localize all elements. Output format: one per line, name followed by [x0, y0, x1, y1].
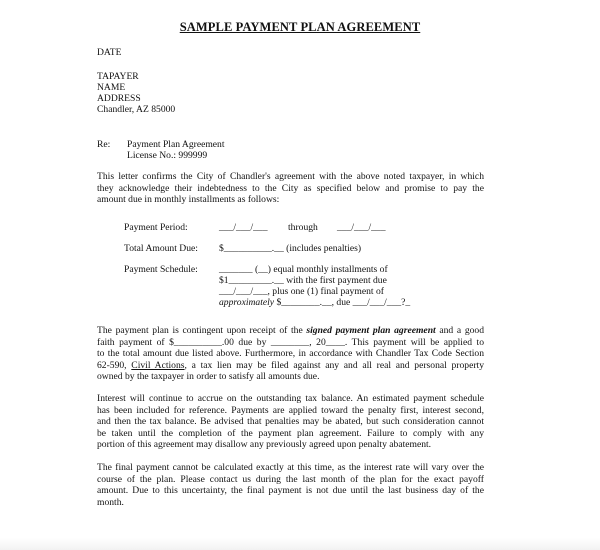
final-line: amount. Due to this uncertainty, the final payment is not due until the last business day of the: [97, 485, 484, 496]
interest-line: has been included for reference. Payments are applied toward the penalty first, interest second,: [97, 404, 484, 416]
final-payment-text: $________.__, due ___/___/___?_: [274, 297, 411, 308]
intro-paragraph: [97, 171, 484, 206]
final-payment-paragraph: [97, 462, 484, 508]
contingency-line: faith payment of $__________.00 due by ________, 20____. This payment will be applied to: [97, 336, 484, 348]
address-line-1: TAPAYER: [97, 71, 139, 82]
interest-paragraph: [97, 393, 484, 451]
date-label: DATE: [97, 47, 122, 58]
page-bottom-edge: [0, 538, 600, 550]
payment-period-label: Payment Period:: [124, 222, 188, 233]
address-line-4: Chandler, AZ 85000: [97, 104, 176, 115]
contingency-paragraph: [97, 325, 484, 383]
interest-line: be taken until the completion of the payment plan agreement. Failure to comply with any: [97, 427, 484, 439]
payment-schedule-label: Payment Schedule:: [124, 264, 198, 275]
interest-line: portion of this agreement may disallow any previously agreed upon penalty abatement.: [97, 439, 432, 450]
signed-agreement-emphasis: signed payment plan agreement: [306, 325, 436, 336]
approximately-text: approximately: [219, 297, 275, 308]
final-line: The final payment cannot be calculated exactly at this time, as the interest rate will vary over the: [97, 462, 484, 473]
address-line-3: ADDRESS: [97, 93, 141, 104]
contingency-line: The payment plan is contingent upon receipt of the signed payment plan agreement and a good: [97, 325, 485, 336]
interest-line: Interest will continue to accrue on the outstanding tax balance. An estimated payment schedule: [97, 393, 484, 404]
contingency-line: owned by the taxpayer in order to satisfy all amounts due.: [97, 371, 320, 382]
interest-line: and then the tax balance. Be advised that penalties may be abated, but such consideration cannot: [97, 416, 484, 427]
payment-schedule-line-4: [219, 297, 410, 308]
intro-line: they acknowledge their indebtedness to the City as specified below and promise to pay the: [97, 182, 484, 194]
payment-period-end: ___/___/___: [337, 222, 386, 233]
payment-schedule-line-3: ___/___/___, plus one (1) final payment of: [219, 286, 384, 297]
intro-line: This letter confirms the City of Chandler's agreement with the above noted taxpayer, in which: [97, 171, 484, 182]
re-subject: Payment Plan Agreement: [127, 139, 225, 150]
document-title: SAMPLE PAYMENT PLAN AGREEMENT: [179, 20, 421, 34]
payment-schedule-line-1: _______ (__) equal monthly installments of: [219, 264, 388, 275]
contingency-line: 62-590, Civil Actions, a tax lien may be filed against any and all real and personal property: [97, 359, 485, 371]
intro-line: amount due in monthly installments as follows:: [97, 194, 280, 205]
final-line: month.: [97, 496, 124, 508]
re-license: License No.: 999999: [127, 150, 208, 161]
payment-period-start: ___/___/___: [219, 222, 268, 233]
re-label: Re:: [97, 139, 111, 150]
final-line: course of the plan. Please contact us during the last month of the plan for the exact payoff: [97, 473, 484, 485]
address-line-2: NAME: [97, 82, 126, 93]
total-amount-value: $__________.__ (includes penalties): [219, 243, 362, 254]
total-amount-label: Total Amount Due:: [124, 243, 198, 254]
payment-period-through: through: [288, 222, 318, 233]
contingency-line: to the total amount due listed above. Furthermore, in accordance with Chandler Tax Code Section: [97, 348, 484, 359]
civil-actions-link[interactable]: Civil Actions: [131, 359, 185, 371]
payment-schedule-line-2: $1_________.__ with the first payment due: [219, 275, 387, 286]
